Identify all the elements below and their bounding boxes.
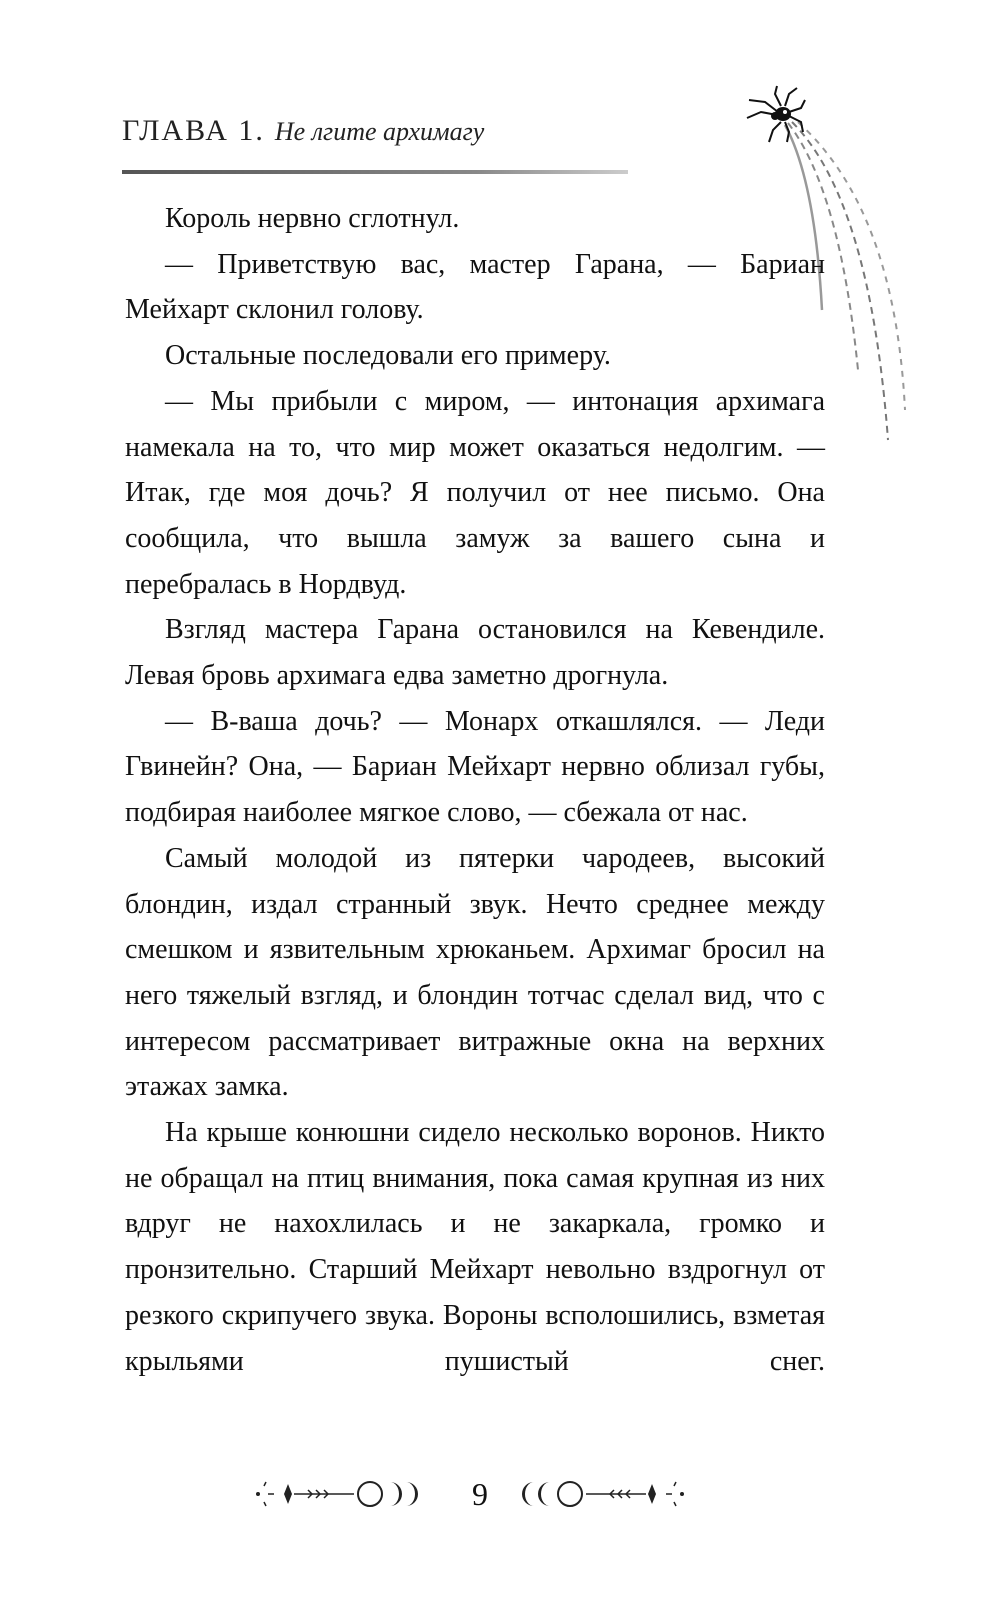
- paragraph: — В-ваша дочь? — Монарх откашлялся. — Леди Гвинейн? Она, — Бариан Мейхарт нервно облизал губы, подбирая наиболее мягкое слово, — сбежала от нас.: [125, 705, 825, 829]
- header-rule: [122, 170, 628, 174]
- paragraph: На крыше конюшни сидело несколько воронов. Никто не обращал на птиц внимания, пока самая крупная из них вдруг не нахохлилась и не закаркала, громко и пронзительно. Старший Мейхарт невольно вздрогнул от резкого скрипучего звука. Вороны всполошились, взметая крыльями пушистый снег.: [125, 1117, 825, 1377]
- right-moon-ornament-icon: [510, 1472, 690, 1516]
- paragraph: Самый молодой из пятерки чародеев, высокий блондин, издал странный звук. Нечто среднее между смешком и язвительным хрюканьем. Архимаг бросил на него тяжелый взгляд, и блондин тотчас сделал вид, что с интересом рассматривает витражные окна на верхних этажах замка.: [125, 842, 825, 1103]
- paragraph: — Мы прибыли с миром, — интонация архимага намекала на то, что мир может оказаться недолгим. — Итак, где моя дочь? Я получил от нее письмо. Она сообщила, что вышла замуж за вашего сына и перебралась в Нордвуд.: [125, 385, 825, 600]
- spider-icon: [745, 84, 807, 144]
- chapter-title: Не лгите архимагу: [274, 117, 485, 146]
- body-text: [125, 196, 825, 1384]
- chapter-label: ГЛАВА 1.: [122, 114, 265, 147]
- paragraph: — Приветствую вас, мастер Гарана, — Бариан Мейхарт склонил голову.: [125, 248, 825, 326]
- chapter-header: [122, 114, 484, 148]
- paragraph: Взгляд мастера Гарана остановился на Кевендиле. Левая бровь архимага едва заметно дрогнула.: [125, 614, 825, 692]
- paragraph: Король нервно сглотнул.: [165, 203, 460, 234]
- page-number: 9: [472, 1476, 488, 1512]
- left-moon-ornament-icon: [250, 1472, 430, 1516]
- paragraph: Остальные последовали его примеру.: [165, 340, 611, 372]
